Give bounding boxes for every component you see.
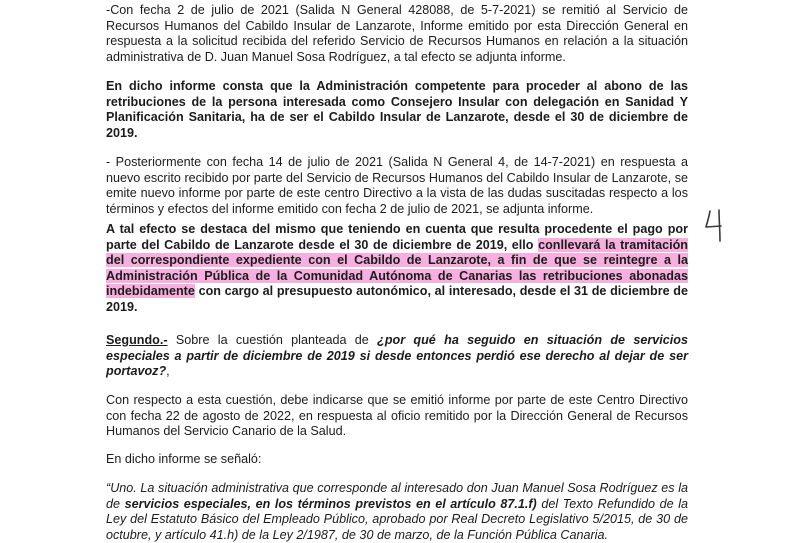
paragraph-text-end: con cargo al presupuesto autonómico, al interesado, desde el 31 de diciembre de 2019.	[106, 284, 688, 314]
quote-bold-text: servicios especiales, en los términos previstos en el artículo 87.1.f)	[124, 496, 537, 511]
paragraph-text: - Posteriormente con fecha 14 de julio de 2021 (Salida N General 4, de 14-7-2021) en respuesta a nuevo escrito recibido por parte del Servicio de Recursos Humanos del Cabildo Insular de Lanzarote, se emite nuevo informe por parte de este centro Directivo a la vista de las dudas suscitadas respecto a los términos y efectos del informe emitido con fecha 2 de julio de 2021, se adjunta informe.	[106, 155, 688, 216]
paragraph-end: ,	[166, 364, 170, 379]
paragraph-text: -Con fecha 2 de julio de 2021 (Salida N General 428088, de 5-7-2021) se remitió al Servicio de Recursos Humanos del Cabildo Insular de Lanzarote, Informe emitido por esta Dirección General en respuesta a la solicitud recibida del referido Servicio de Recursos Humanos en relación a la situación administrativa de D. Juan Manuel Sosa Rodríguez, a tal efecto se adjunta informe.	[106, 3, 688, 64]
paragraph-segundo	[106, 333, 688, 380]
question-text: ¿por qué ha seguido en situación de servicios especiales a partir de diciembre de 2019 si desde entonces perdió ese derecho al dejar de ser portavoz?	[106, 333, 688, 379]
paragraph-text: En dicho informe consta que la Administración competente para proceder al abono de las retribuciones de la persona interesada como Consejero Insular con delegación en Sanidad Y Planificación Sanitaria, ha de ser el Cabildo Insular de Lanzarote, desde el 30 de diciembre de 2019.	[106, 79, 688, 140]
highlighted-text: conllevará la tramitación del correspondiente expediente con el Cabildo de Lanzarote, a fin de que se reintegre a la Administración Pública de la Comunidad Autónoma de Canarias las retribuciones abonadas indebidamente	[106, 237, 688, 299]
handwritten-number-4	[703, 208, 727, 242]
paragraph-text-start: A tal efecto se destaca del mismo que teniendo en cuenta que resulta procedente el pago por parte del Cabildo de Lanzarote desde el 30 de diciembre de 2019, ello	[106, 222, 688, 252]
paragraph-intro: Sobre la cuestión planteada de	[167, 333, 378, 347]
paragraph-text: En dicho informe se señaló:	[106, 452, 262, 466]
quote-text-end: del Texto Refundido de la Ley del Estatuto Básico del Empleado Público, aprobado por Real Decreto Legislativo 5/2015, de 30 de octubre, y artículo 41.h) de la Ley 2/1987, de 30 de marzo, de la Función Pública Canaria.	[106, 496, 688, 542]
paragraph-competent-administration	[106, 79, 688, 141]
section-heading: Segundo.-	[106, 333, 168, 347]
paragraph-second-report	[106, 155, 688, 217]
quote-text-start: “Uno. La situación administrativa que corresponde al interesado don Juan Manuel Sosa Rodríguez es la de	[106, 481, 688, 511]
paragraph-reimbursement	[106, 222, 688, 316]
paragraph-report-intro	[106, 452, 688, 468]
paragraph-text: Con respecto a esta cuestión, debe indicarse que se emitió informe por parte de este Centro Directivo con fecha 22 de agosto de 2022, en respuesta al oficio remitido por la Dirección General de Recursos Humanos del Servicio Canario de la Salud.	[106, 393, 688, 439]
paragraph-response	[106, 393, 688, 440]
paragraph-quote	[106, 481, 688, 543]
paragraph-first-report	[106, 3, 688, 65]
